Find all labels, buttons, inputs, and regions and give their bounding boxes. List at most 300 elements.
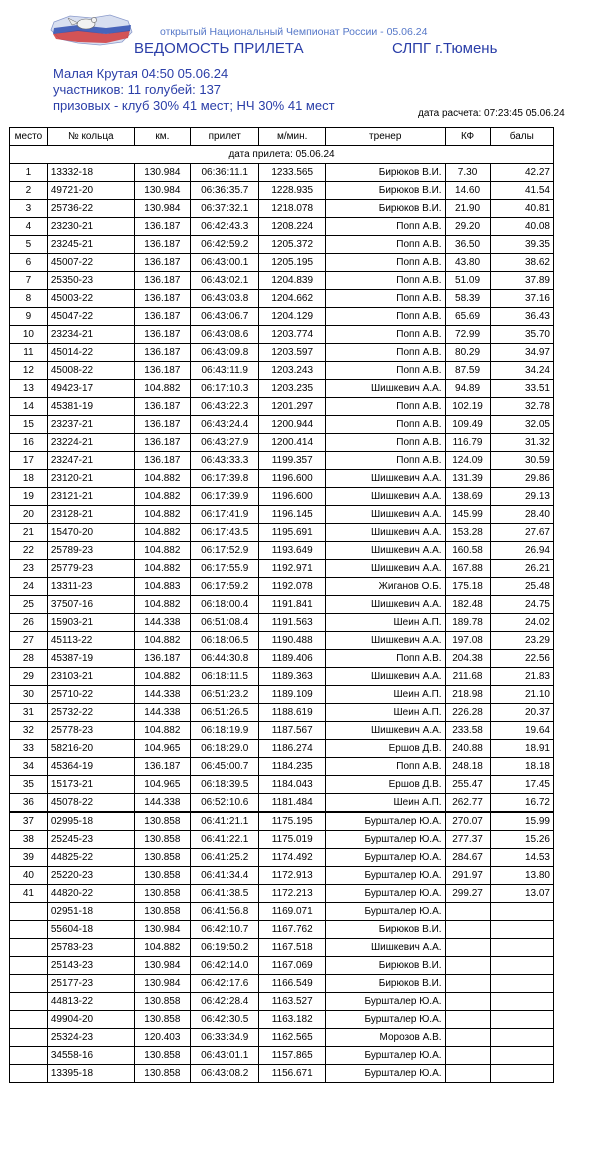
distance-cell: 104.883: [134, 578, 190, 596]
points-cell: 25.48: [490, 578, 553, 596]
points-cell: 19.64: [490, 722, 553, 740]
points-cell: 40.81: [490, 200, 553, 218]
trainer-cell: Бирюков В.И.: [325, 200, 445, 218]
points-cell: 34.97: [490, 344, 553, 362]
ring-number-cell: 45047-22: [47, 308, 134, 326]
coefficient-cell: 116.79: [445, 434, 490, 452]
table-row: [10, 632, 554, 650]
ring-number-cell: 45078-22: [47, 794, 134, 813]
arrival-time-cell: 06:43:00.1: [190, 254, 259, 272]
arrival-time-cell: 06:42:10.7: [190, 921, 259, 939]
ring-number-cell: 13311-23: [47, 578, 134, 596]
trainer-cell: Бирюков В.И.: [325, 921, 445, 939]
club-name: СЛПГ г.Тюмень: [392, 40, 498, 57]
coefficient-cell: 233.58: [445, 722, 490, 740]
trainer-cell: Попп А.В.: [325, 254, 445, 272]
trainer-cell: Шишкевич А.А.: [325, 560, 445, 578]
distance-cell: 136.187: [134, 416, 190, 434]
participants-info: участников: 11 голубей: 137: [53, 82, 222, 97]
points-cell: 26.94: [490, 542, 553, 560]
speed-cell: 1187.567: [259, 722, 325, 740]
ring-number-cell: 13332-18: [47, 164, 134, 182]
place-cell: 8: [10, 290, 48, 308]
speed-cell: 1196.600: [259, 488, 325, 506]
coefficient-cell: 43.80: [445, 254, 490, 272]
arrival-time-cell: 06:17:43.5: [190, 524, 259, 542]
distance-cell: 136.187: [134, 308, 190, 326]
points-cell: [490, 975, 553, 993]
arrival-time-cell: 06:17:39.8: [190, 470, 259, 488]
coefficient-cell: 138.69: [445, 488, 490, 506]
table-row: [10, 236, 554, 254]
distance-cell: 130.984: [134, 921, 190, 939]
speed-cell: 1189.363: [259, 668, 325, 686]
arrival-date: дата прилета: 05.06.24: [10, 146, 554, 164]
place-cell: 23: [10, 560, 48, 578]
place-cell: 14: [10, 398, 48, 416]
place-cell: 26: [10, 614, 48, 632]
column-header: тренер: [325, 128, 445, 146]
points-cell: [490, 957, 553, 975]
trainer-cell: Шишкевич А.А.: [325, 596, 445, 614]
speed-cell: 1200.414: [259, 434, 325, 452]
distance-cell: 130.858: [134, 1011, 190, 1029]
table-row: [10, 614, 554, 632]
speed-cell: 1205.195: [259, 254, 325, 272]
arrival-time-cell: 06:52:10.6: [190, 794, 259, 813]
trainer-cell: Шишкевич А.А.: [325, 488, 445, 506]
coefficient-cell: 87.59: [445, 362, 490, 380]
arrival-time-cell: 06:43:33.3: [190, 452, 259, 470]
distance-cell: 136.187: [134, 218, 190, 236]
coefficient-cell: 109.49: [445, 416, 490, 434]
coefficient-cell: 21.90: [445, 200, 490, 218]
coefficient-cell: 153.28: [445, 524, 490, 542]
trainer-cell: Шишкевич А.А.: [325, 632, 445, 650]
speed-cell: 1175.019: [259, 831, 325, 849]
distance-cell: 104.882: [134, 668, 190, 686]
points-cell: 38.62: [490, 254, 553, 272]
trainer-cell: Попп А.В.: [325, 434, 445, 452]
coefficient-cell: 80.29: [445, 344, 490, 362]
place-cell: 28: [10, 650, 48, 668]
trainer-cell: Попп А.В.: [325, 362, 445, 380]
points-cell: 42.27: [490, 164, 553, 182]
arrival-time-cell: 06:42:28.4: [190, 993, 259, 1011]
trainer-cell: Бурштaлер Ю.А.: [325, 993, 445, 1011]
trainer-cell: Попп А.В.: [325, 650, 445, 668]
place-cell: 4: [10, 218, 48, 236]
speed-cell: 1163.527: [259, 993, 325, 1011]
arrival-time-cell: 06:18:11.5: [190, 668, 259, 686]
table-row: [10, 812, 554, 831]
speed-cell: 1166.549: [259, 975, 325, 993]
arrival-time-cell: 06:41:56.8: [190, 903, 259, 921]
trainer-cell: Шишкевич А.А.: [325, 668, 445, 686]
speed-cell: 1188.619: [259, 704, 325, 722]
ring-number-cell: 55604-18: [47, 921, 134, 939]
ring-number-cell: 45113-22: [47, 632, 134, 650]
place-cell: [10, 975, 48, 993]
distance-cell: 136.187: [134, 650, 190, 668]
distance-cell: 104.882: [134, 722, 190, 740]
distance-cell: 130.858: [134, 993, 190, 1011]
arrival-time-cell: 06:18:00.4: [190, 596, 259, 614]
distance-cell: 136.187: [134, 434, 190, 452]
trainer-cell: Ершов Д.В.: [325, 740, 445, 758]
table-row: [10, 272, 554, 290]
arrival-time-cell: 06:51:26.5: [190, 704, 259, 722]
trainer-cell: Бурштaлер Ю.А.: [325, 1047, 445, 1065]
place-cell: 18: [10, 470, 48, 488]
table-row: [10, 200, 554, 218]
points-cell: [490, 1029, 553, 1047]
trainer-cell: Попп А.В.: [325, 272, 445, 290]
distance-cell: 104.882: [134, 488, 190, 506]
table-row: [10, 704, 554, 722]
speed-cell: 1201.297: [259, 398, 325, 416]
place-cell: 13: [10, 380, 48, 398]
distance-cell: 130.858: [134, 849, 190, 867]
arrival-time-cell: 06:36:35.7: [190, 182, 259, 200]
speed-cell: 1163.182: [259, 1011, 325, 1029]
points-cell: 21.10: [490, 686, 553, 704]
points-cell: 36.43: [490, 308, 553, 326]
points-cell: [490, 1065, 553, 1083]
arrival-time-cell: 06:41:25.2: [190, 849, 259, 867]
points-cell: 13.80: [490, 867, 553, 885]
table-row: [10, 831, 554, 849]
points-cell: 20.37: [490, 704, 553, 722]
ring-number-cell: 45003-22: [47, 290, 134, 308]
trainer-cell: Попп А.В.: [325, 218, 445, 236]
ring-number-cell: 15903-21: [47, 614, 134, 632]
coefficient-cell: 277.37: [445, 831, 490, 849]
ring-number-cell: 23224-21: [47, 434, 134, 452]
place-cell: [10, 921, 48, 939]
distance-cell: 130.984: [134, 975, 190, 993]
championship-logo-icon: [48, 12, 134, 48]
trainer-cell: Шишкевич А.А.: [325, 939, 445, 957]
table-row: [10, 452, 554, 470]
trainer-cell: Попп А.В.: [325, 398, 445, 416]
points-cell: 15.26: [490, 831, 553, 849]
coefficient-cell: [445, 1029, 490, 1047]
place-cell: 27: [10, 632, 48, 650]
place-cell: 22: [10, 542, 48, 560]
coefficient-cell: [445, 903, 490, 921]
trainer-cell: Ершов Д.В.: [325, 776, 445, 794]
points-cell: 40.08: [490, 218, 553, 236]
ring-number-cell: 23128-21: [47, 506, 134, 524]
coefficient-cell: 58.39: [445, 290, 490, 308]
place-cell: [10, 939, 48, 957]
coefficient-cell: [445, 993, 490, 1011]
place-cell: 39: [10, 849, 48, 867]
coefficient-cell: 167.88: [445, 560, 490, 578]
table-header-row: [10, 128, 554, 146]
place-cell: 7: [10, 272, 48, 290]
speed-cell: 1191.841: [259, 596, 325, 614]
distance-cell: 136.187: [134, 398, 190, 416]
column-header: м/мин.: [259, 128, 325, 146]
table-row: [10, 957, 554, 975]
distance-cell: 130.858: [134, 812, 190, 831]
table-row: [10, 470, 554, 488]
distance-cell: 144.338: [134, 614, 190, 632]
distance-cell: 130.984: [134, 164, 190, 182]
speed-cell: 1172.913: [259, 867, 325, 885]
speed-cell: 1228.935: [259, 182, 325, 200]
table-row: [10, 542, 554, 560]
place-cell: 38: [10, 831, 48, 849]
arrival-time-cell: 06:36:11.1: [190, 164, 259, 182]
table-row: [10, 686, 554, 704]
ring-number-cell: 25710-22: [47, 686, 134, 704]
points-cell: 24.02: [490, 614, 553, 632]
ring-number-cell: 02995-18: [47, 812, 134, 831]
coefficient-cell: 72.99: [445, 326, 490, 344]
coefficient-cell: 14.60: [445, 182, 490, 200]
place-cell: 6: [10, 254, 48, 272]
ring-number-cell: 15173-21: [47, 776, 134, 794]
ring-number-cell: 13395-18: [47, 1065, 134, 1083]
coefficient-cell: [445, 1011, 490, 1029]
speed-cell: 1174.492: [259, 849, 325, 867]
ring-number-cell: 25220-23: [47, 867, 134, 885]
trainer-cell: Шеин А.П.: [325, 704, 445, 722]
points-cell: [490, 921, 553, 939]
points-cell: 17.45: [490, 776, 553, 794]
place-cell: 15: [10, 416, 48, 434]
trainer-cell: Попп А.В.: [325, 344, 445, 362]
coefficient-cell: [445, 1065, 490, 1083]
place-cell: 5: [10, 236, 48, 254]
trainer-cell: Бурштaлер Ю.А.: [325, 831, 445, 849]
distance-cell: 136.187: [134, 236, 190, 254]
distance-cell: 136.187: [134, 344, 190, 362]
place-cell: 2: [10, 182, 48, 200]
coefficient-cell: [445, 939, 490, 957]
table-row: [10, 921, 554, 939]
speed-cell: 1208.224: [259, 218, 325, 236]
coefficient-cell: 204.38: [445, 650, 490, 668]
ring-number-cell: 23245-21: [47, 236, 134, 254]
coefficient-cell: 197.08: [445, 632, 490, 650]
trainer-cell: Жиганов О.Б.: [325, 578, 445, 596]
arrival-time-cell: 06:41:34.4: [190, 867, 259, 885]
coefficient-cell: 291.97: [445, 867, 490, 885]
arrival-time-cell: 06:42:59.2: [190, 236, 259, 254]
distance-cell: 130.858: [134, 867, 190, 885]
calculation-date: дата расчета: 07:23:45 05.06.24: [418, 108, 565, 119]
points-cell: 24.75: [490, 596, 553, 614]
table-row: [10, 885, 554, 903]
trainer-cell: Бурштaлер Ю.А.: [325, 885, 445, 903]
distance-cell: 130.858: [134, 903, 190, 921]
trainer-cell: Шеин А.П.: [325, 614, 445, 632]
speed-cell: 1162.565: [259, 1029, 325, 1047]
trainer-cell: Бирюков В.И.: [325, 975, 445, 993]
trainer-cell: Бурштaлер Ю.А.: [325, 1065, 445, 1083]
speed-cell: 1204.839: [259, 272, 325, 290]
arrival-time-cell: 06:41:21.1: [190, 812, 259, 831]
distance-cell: 130.858: [134, 831, 190, 849]
arrival-time-cell: 06:51:08.4: [190, 614, 259, 632]
speed-cell: 1203.774: [259, 326, 325, 344]
coefficient-cell: [445, 957, 490, 975]
table-row: [10, 758, 554, 776]
ring-number-cell: 45007-22: [47, 254, 134, 272]
trainer-cell: Попп А.В.: [325, 758, 445, 776]
ring-number-cell: 45387-19: [47, 650, 134, 668]
points-cell: 18.18: [490, 758, 553, 776]
ring-number-cell: 02951-18: [47, 903, 134, 921]
ring-number-cell: 23234-21: [47, 326, 134, 344]
points-cell: [490, 903, 553, 921]
distance-cell: 144.338: [134, 704, 190, 722]
arrival-time-cell: 06:43:06.7: [190, 308, 259, 326]
table-row: [10, 776, 554, 794]
ring-number-cell: 45014-22: [47, 344, 134, 362]
arrival-time-cell: 06:43:09.8: [190, 344, 259, 362]
coefficient-cell: 51.09: [445, 272, 490, 290]
distance-cell: 130.858: [134, 885, 190, 903]
place-cell: 1: [10, 164, 48, 182]
distance-cell: 130.984: [134, 200, 190, 218]
points-cell: 32.05: [490, 416, 553, 434]
speed-cell: 1192.078: [259, 578, 325, 596]
ring-number-cell: 25245-23: [47, 831, 134, 849]
points-cell: 23.29: [490, 632, 553, 650]
coefficient-cell: [445, 1047, 490, 1065]
ring-number-cell: 49721-20: [47, 182, 134, 200]
speed-cell: 1196.145: [259, 506, 325, 524]
speed-cell: 1184.043: [259, 776, 325, 794]
trainer-cell: Шишкевич А.А.: [325, 470, 445, 488]
place-cell: 37: [10, 812, 48, 831]
coefficient-cell: 189.78: [445, 614, 490, 632]
arrival-time-cell: 06:18:06.5: [190, 632, 259, 650]
coefficient-cell: 145.99: [445, 506, 490, 524]
points-cell: [490, 939, 553, 957]
trainer-cell: Морозов А.В.: [325, 1029, 445, 1047]
coefficient-cell: 211.68: [445, 668, 490, 686]
distance-cell: 104.882: [134, 542, 190, 560]
table-row: [10, 1011, 554, 1029]
ring-number-cell: 58216-20: [47, 740, 134, 758]
distance-cell: 104.882: [134, 939, 190, 957]
table-row: [10, 650, 554, 668]
table-row: [10, 398, 554, 416]
table-row: [10, 290, 554, 308]
place-cell: 19: [10, 488, 48, 506]
trainer-cell: Попп А.В.: [325, 290, 445, 308]
coefficient-cell: 255.47: [445, 776, 490, 794]
arrival-time-cell: 06:43:27.9: [190, 434, 259, 452]
speed-cell: 1169.071: [259, 903, 325, 921]
arrival-time-cell: 06:33:34.9: [190, 1029, 259, 1047]
coefficient-cell: 262.77: [445, 794, 490, 813]
points-cell: 22.56: [490, 650, 553, 668]
speed-cell: 1190.488: [259, 632, 325, 650]
table-row: [10, 867, 554, 885]
speed-cell: 1233.565: [259, 164, 325, 182]
place-cell: 40: [10, 867, 48, 885]
place-cell: 34: [10, 758, 48, 776]
coefficient-cell: 7.30: [445, 164, 490, 182]
coefficient-cell: [445, 921, 490, 939]
place-cell: [10, 1011, 48, 1029]
ring-number-cell: 45364-19: [47, 758, 134, 776]
arrival-time-cell: 06:43:02.1: [190, 272, 259, 290]
speed-cell: 1193.649: [259, 542, 325, 560]
place-cell: 35: [10, 776, 48, 794]
coefficient-cell: 131.39: [445, 470, 490, 488]
coefficient-cell: 248.18: [445, 758, 490, 776]
points-cell: 37.16: [490, 290, 553, 308]
points-cell: 41.54: [490, 182, 553, 200]
table-row: [10, 434, 554, 452]
distance-cell: 104.882: [134, 380, 190, 398]
ring-number-cell: 25783-23: [47, 939, 134, 957]
place-cell: 20: [10, 506, 48, 524]
arrival-time-cell: 06:43:08.6: [190, 326, 259, 344]
arrival-time-cell: 06:18:39.5: [190, 776, 259, 794]
speed-cell: 1189.109: [259, 686, 325, 704]
place-cell: [10, 1047, 48, 1065]
column-header: место: [10, 128, 48, 146]
trainer-cell: Попп А.В.: [325, 326, 445, 344]
trainer-cell: Бирюков В.И.: [325, 182, 445, 200]
page-title: ВЕДОМОСТЬ ПРИЛЕТА: [134, 40, 304, 57]
arrival-time-cell: 06:51:23.2: [190, 686, 259, 704]
speed-cell: 1218.078: [259, 200, 325, 218]
table-row: [10, 578, 554, 596]
trainer-cell: Шеин А.П.: [325, 686, 445, 704]
place-cell: 11: [10, 344, 48, 362]
distance-cell: 130.858: [134, 1065, 190, 1083]
trainer-cell: Попп А.В.: [325, 236, 445, 254]
trainer-cell: Шишкевич А.А.: [325, 542, 445, 560]
points-cell: 15.99: [490, 812, 553, 831]
place-cell: 33: [10, 740, 48, 758]
arrival-time-cell: 06:43:24.4: [190, 416, 259, 434]
table-row: [10, 993, 554, 1011]
distance-cell: 136.187: [134, 452, 190, 470]
ring-number-cell: 34558-16: [47, 1047, 134, 1065]
distance-cell: 136.187: [134, 272, 190, 290]
distance-cell: 130.984: [134, 957, 190, 975]
ring-number-cell: 23230-21: [47, 218, 134, 236]
table-row: [10, 308, 554, 326]
column-header: балы: [490, 128, 553, 146]
place-cell: 36: [10, 794, 48, 813]
coefficient-cell: 226.28: [445, 704, 490, 722]
distance-cell: 104.882: [134, 470, 190, 488]
points-cell: 33.51: [490, 380, 553, 398]
results-table: [9, 127, 554, 1083]
arrival-time-cell: 06:18:29.0: [190, 740, 259, 758]
ring-number-cell: 45008-22: [47, 362, 134, 380]
arrival-time-cell: 06:44:30.8: [190, 650, 259, 668]
arrival-time-cell: 06:37:32.1: [190, 200, 259, 218]
ring-number-cell: 25143-23: [47, 957, 134, 975]
arrival-time-cell: 06:41:22.1: [190, 831, 259, 849]
distance-cell: 104.882: [134, 632, 190, 650]
speed-cell: 1156.671: [259, 1065, 325, 1083]
speed-cell: 1192.971: [259, 560, 325, 578]
